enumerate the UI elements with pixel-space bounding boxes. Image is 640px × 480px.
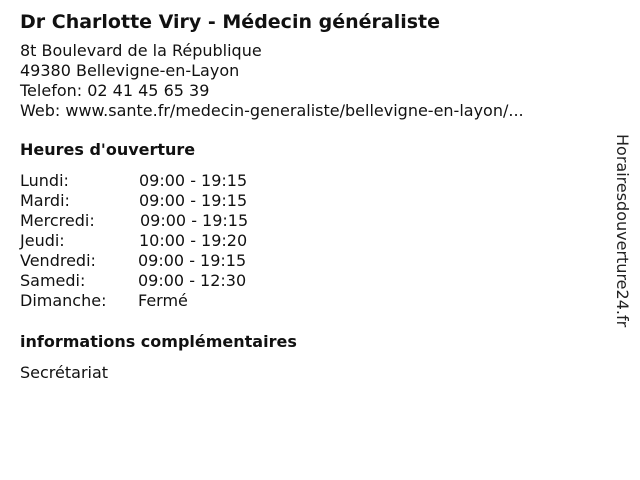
day-label: Lundi: — [20, 171, 69, 190]
phone-number: Telefon: 02 41 45 65 39 — [20, 81, 210, 100]
address-line-1: 8t Boulevard de la République — [20, 41, 262, 60]
hours-row-thursday — [20, 231, 600, 251]
website-label: Web: — [20, 101, 66, 120]
time-range: 09:00 - 12:30 — [138, 271, 247, 290]
day-label: Samedi: — [20, 271, 86, 290]
time-range: 09:00 - 19:15 — [140, 211, 249, 230]
opening-hours-heading: Heures d'ouverture — [20, 140, 196, 159]
website-link[interactable]: www.sante.fr/medecin-generaliste/bellevigne-en-layon/... — [65, 101, 524, 120]
time-range: 09:00 - 19:15 — [139, 191, 248, 210]
time-range: Fermé — [138, 291, 188, 310]
hours-row-tuesday — [20, 191, 600, 211]
website-line — [20, 101, 600, 121]
hours-row-monday — [20, 171, 600, 191]
day-label: Dimanche: — [20, 291, 107, 310]
day-label: Vendredi: — [20, 251, 96, 270]
hours-row-wednesday — [20, 211, 600, 231]
day-label: Mercredi: — [20, 211, 95, 230]
hours-row-friday — [20, 251, 600, 271]
doctor-card — [20, 9, 600, 383]
opening-hours-table — [20, 171, 600, 311]
day-label: Mardi: — [20, 191, 70, 210]
address-line-2: 49380 Bellevigne-en-Layon — [20, 61, 240, 80]
time-range: 09:00 - 19:15 — [139, 171, 248, 190]
doctor-title: Dr Charlotte Viry - Médecin généraliste — [20, 11, 440, 33]
hours-row-saturday — [20, 271, 600, 291]
site-brand-vertical: Horairesdouverture24.fr — [613, 134, 632, 328]
additional-info-text: Secrétariat — [20, 363, 109, 382]
additional-info-heading: informations complémentaires — [20, 332, 297, 351]
time-range: 09:00 - 19:15 — [138, 251, 247, 270]
time-range: 10:00 - 19:20 — [139, 231, 248, 250]
day-label: Jeudi: — [20, 231, 65, 250]
hours-row-sunday — [20, 291, 600, 311]
